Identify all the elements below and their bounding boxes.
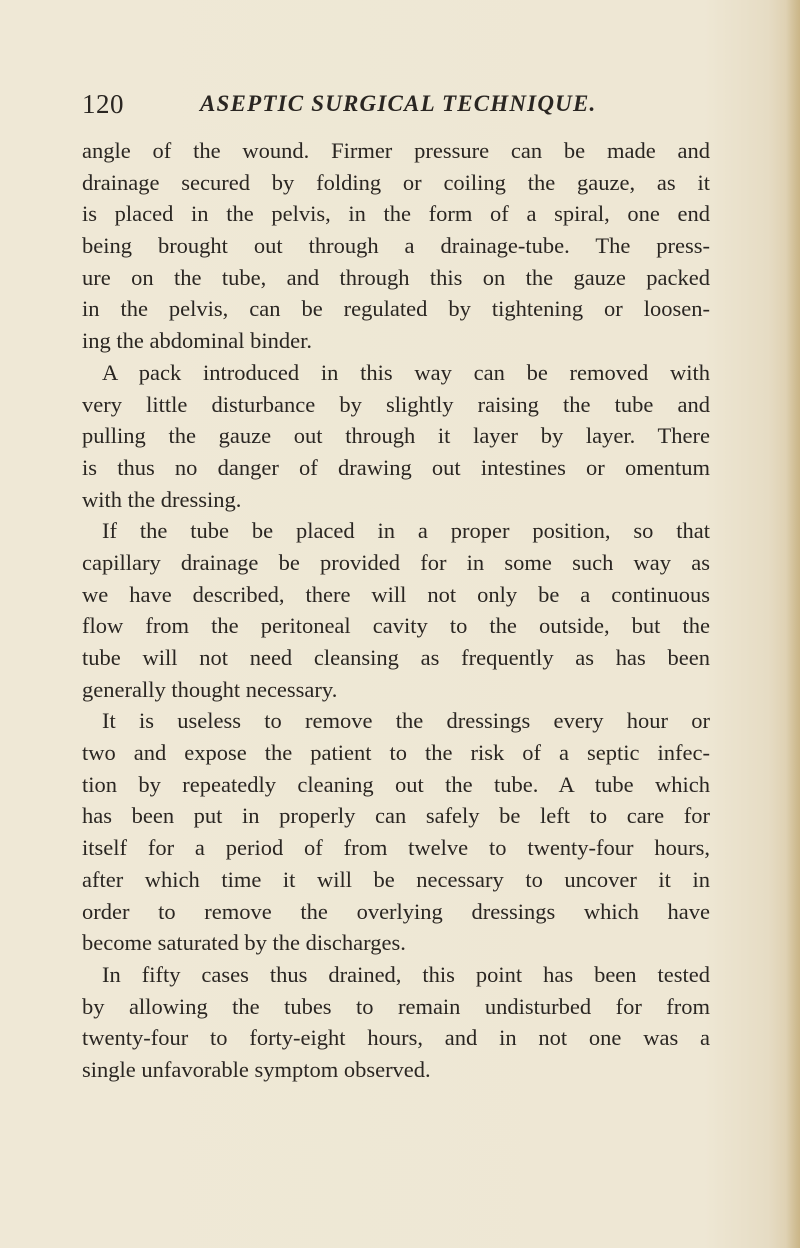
text-line: In fifty cases thus drained, this point has been tested xyxy=(102,961,710,987)
text-line: is thus no danger of drawing out intestines or omentum xyxy=(82,454,710,480)
paragraph xyxy=(82,135,710,357)
text-line: has been put in properly can safely be left to care for xyxy=(82,803,710,829)
text-line: generally thought necessary. xyxy=(82,676,338,702)
running-title: ASEPTIC SURGICAL TECHNIQUE. xyxy=(200,91,597,116)
paragraph xyxy=(82,357,710,515)
page-number: 120 xyxy=(82,89,124,119)
text-line: in the pelvis, can be regulated by tightening or loosen- xyxy=(82,296,710,322)
text-line: angle of the wound. Firmer pressure can be made and xyxy=(82,138,710,163)
text-line: become saturated by the discharges. xyxy=(82,930,406,956)
text-line: we have described, there will not only be a continuous xyxy=(82,581,710,607)
text-line: ing the abdominal binder. xyxy=(82,328,312,354)
running-head xyxy=(82,86,722,122)
text-line: two and expose the patient to the risk of a septic infec- xyxy=(82,740,710,766)
text-line: very little disturbance by slightly raising the tube and xyxy=(82,391,710,417)
text-line: pulling the gauze out through it layer by layer. There xyxy=(82,423,710,449)
text-line: by allowing the tubes to remain undisturbed for from xyxy=(82,993,710,1019)
text-line: ure on the tube, and through this on the gauze packed xyxy=(82,264,710,290)
body-text xyxy=(82,135,710,1086)
text-line: after which time it will be necessary to uncover it in xyxy=(82,866,710,892)
text-line: itself for a period of from twelve to twenty-four hours, xyxy=(82,835,710,861)
text-line: tion by repeatedly cleaning out the tube. A tube which xyxy=(82,771,710,797)
text-line: A pack introduced in this way can be removed with xyxy=(102,359,710,385)
text-line: with the dressing. xyxy=(82,486,242,512)
text-line: twenty-four to forty-eight hours, and in not one was a xyxy=(82,1025,710,1051)
text-line: drainage secured by folding or coiling the gauze, as it xyxy=(82,169,710,195)
text-line: being brought out through a drainage-tube. The press- xyxy=(82,233,710,259)
text-line: If the tube be placed in a proper position, so that xyxy=(102,518,710,544)
text-line: single unfavorable symptom observed. xyxy=(82,1056,431,1082)
text-line: flow from the peritoneal cavity to the outside, but the xyxy=(82,613,710,639)
text-line: It is useless to remove the dressings every hour or xyxy=(102,708,710,734)
paragraph xyxy=(82,959,710,1086)
text-line: capillary drainage be provided for in some such way as xyxy=(82,549,710,575)
paragraph xyxy=(82,705,710,959)
page-edge-shadow xyxy=(786,0,800,1248)
paragraph xyxy=(82,515,710,705)
text-line: tube will not need cleansing as frequently as has been xyxy=(82,645,710,670)
text-line: is placed in the pelvis, in the form of a spiral, one end xyxy=(82,201,710,227)
text-line: order to remove the overlying dressings which have xyxy=(82,898,710,924)
